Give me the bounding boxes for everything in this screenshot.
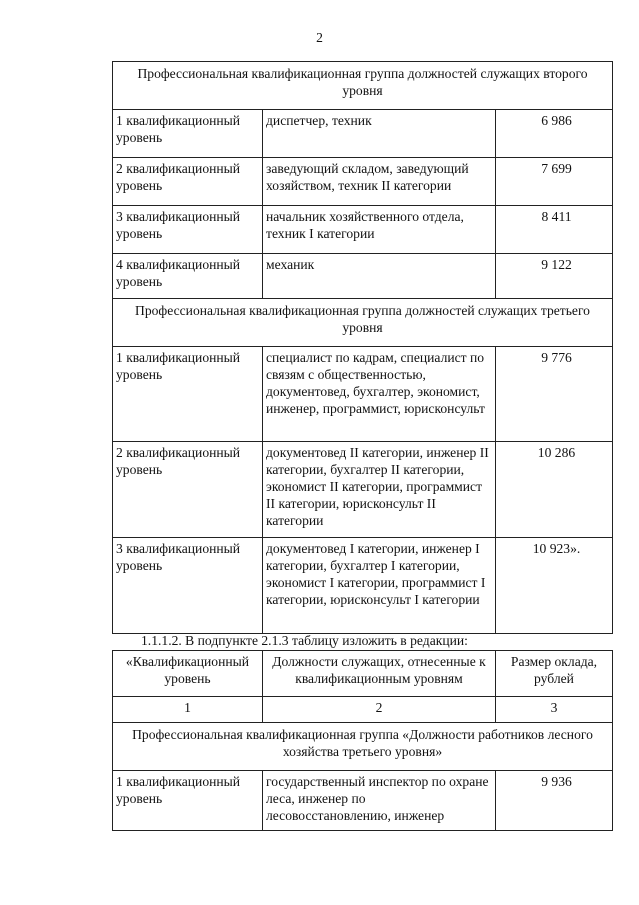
table-row	[113, 206, 613, 254]
table-row	[113, 347, 613, 442]
salary-cell: 9 122	[496, 254, 613, 299]
column-number-row	[113, 697, 613, 723]
salary-cell: 10 923».	[496, 538, 613, 634]
column-header-positions: Должности служащих, отнесенные к квалификационным уровням	[263, 651, 496, 697]
table-row	[113, 158, 613, 206]
table-row	[113, 110, 613, 158]
column-header-level: «Квалификационный уровень	[113, 651, 263, 697]
salary-cell: 7 699	[496, 158, 613, 206]
group-header-row	[113, 62, 613, 110]
positions-cell: механик	[263, 254, 496, 299]
level-cell: 2 квалификационный уровень	[113, 158, 263, 206]
level-cell: 1 квалификационный уровень	[113, 347, 263, 442]
level-cell: 3 квалификационный уровень	[113, 206, 263, 254]
positions-cell: начальник хозяйственного отдела, техник I категории	[263, 206, 496, 254]
column-number: 1	[113, 697, 263, 723]
table-row	[113, 771, 613, 831]
table-row	[113, 254, 613, 299]
group-title-second-level: Профессиональная квалификационная группа должностей служащих второго уровня	[113, 62, 613, 110]
salary-cell: 9 776	[496, 347, 613, 442]
column-number: 3	[496, 697, 613, 723]
level-cell: 1 квалификационный уровень	[113, 771, 263, 831]
header-row	[113, 651, 613, 697]
salary-table-new-edition	[112, 650, 613, 831]
level-cell: 3 квалификационный уровень	[113, 538, 263, 634]
positions-cell: специалист по кадрам, специалист по связям с общественностью, документовед, бухгалтер, экономист, инженер, программист, юрисконсульт	[263, 347, 496, 442]
group-header-row	[113, 299, 613, 347]
salary-cell: 8 411	[496, 206, 613, 254]
column-number: 2	[263, 697, 496, 723]
page-number: 2	[316, 30, 323, 45]
positions-cell: государственный инспектор по охране леса, инженер по лесовосстановлению, инженер	[263, 771, 496, 831]
salary-cell: 10 286	[496, 442, 613, 538]
salary-cell: 9 936	[496, 771, 613, 831]
positions-cell: документовед II категории, инженер II категории, бухгалтер II категории, экономист II категории, программист II категории, юрисконсульт II категории	[263, 442, 496, 538]
group-title-forestry: Профессиональная квалификационная группа «Должности работников лесного хозяйства третьего уровня»	[113, 723, 613, 771]
salary-cell: 6 986	[496, 110, 613, 158]
positions-cell: заведующий складом, заведующий хозяйством, техник II категории	[263, 158, 496, 206]
level-cell: 4 квалификационный уровень	[113, 254, 263, 299]
table-row	[113, 538, 613, 634]
group-header-row	[113, 723, 613, 771]
level-cell: 1 квалификационный уровень	[113, 110, 263, 158]
salary-table-continued	[112, 61, 613, 634]
table-row	[113, 442, 613, 538]
level-cell: 2 квалификационный уровень	[113, 442, 263, 538]
amendment-paragraph: 1.1.1.2. В подпункте 2.1.3 таблицу изложить в редакции:	[141, 633, 468, 648]
column-header-salary: Размер оклада, рублей	[496, 651, 613, 697]
group-title-third-level: Профессиональная квалификационная группа должностей служащих третьего уровня	[113, 299, 613, 347]
positions-cell: документовед I категории, инженер I категории, бухгалтер I категории, экономист I категории, программист I категории, юрисконсульт I категории	[263, 538, 496, 634]
positions-cell: диспетчер, техник	[263, 110, 496, 158]
